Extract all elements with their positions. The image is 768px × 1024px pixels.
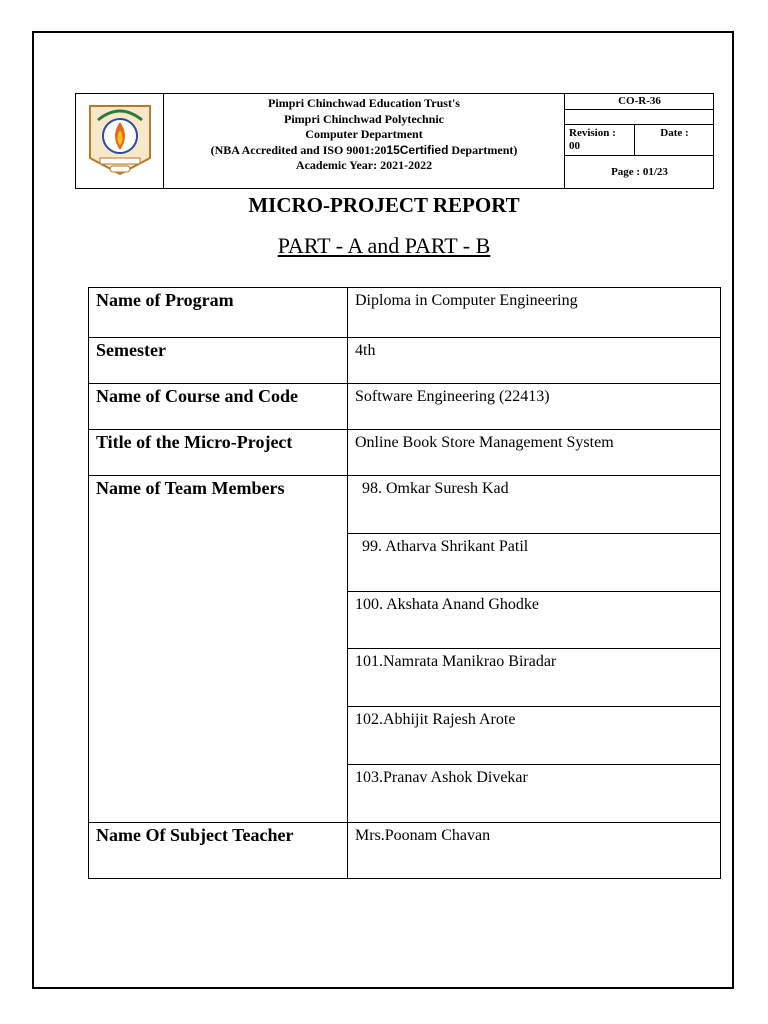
report-title: MICRO-PROJECT REPORT (248, 193, 520, 217)
team-label: Name of Team Members (88, 475, 347, 535)
revision-cell: Revision : 00 (565, 125, 635, 156)
team-member: 99. Atharva Shrikant Patil (347, 533, 721, 592)
team-member: 103.Pranav Ashok Divekar (347, 764, 721, 823)
semester-value: 4th (347, 337, 721, 384)
trust-name: Pimpri Chinchwad Education Trust's (268, 96, 460, 110)
team-member: 102.Abhijit Rajesh Arote (347, 706, 721, 765)
document-header (75, 93, 714, 189)
institute-logo (76, 94, 164, 189)
team-label-extension (88, 533, 347, 824)
program-label: Name of Program (88, 287, 347, 338)
institute-details (164, 94, 565, 189)
document-code: CO-R-36 (565, 94, 714, 110)
team-member: 101.Namrata Manikrao Biradar (347, 648, 721, 707)
project-title-value: Online Book Store Management System (347, 429, 721, 476)
team-members-row (88, 475, 721, 823)
table-row (88, 337, 721, 384)
semester-label: Semester (88, 337, 347, 384)
table-row (88, 429, 721, 476)
table-row (88, 383, 721, 430)
program-value: Diploma in Computer Engineering (347, 287, 721, 338)
date-cell: Date : (635, 125, 714, 156)
part-title: PART - A and PART - B (277, 233, 491, 258)
teacher-value: Mrs.Poonam Chavan (347, 822, 721, 879)
project-title-label: Title of the Micro-Project (88, 429, 347, 476)
course-value: Software Engineering (22413) (347, 383, 721, 430)
team-member: 98. Omkar Suresh Kad (347, 475, 721, 534)
table-row (88, 287, 721, 338)
polytechnic-name: Pimpri Chinchwad Polytechnic (283, 111, 444, 126)
document-control (565, 94, 714, 189)
team-member: 100. Akshata Anand Ghodke (347, 591, 721, 649)
table-row (88, 822, 721, 879)
academic-year: Academic Year: 2021-2022 (295, 158, 433, 172)
department-name: Computer Department (305, 127, 423, 141)
teacher-label: Name Of Subject Teacher (88, 822, 347, 879)
course-label: Name of Course and Code (88, 383, 347, 430)
accreditation-line: (NBA Accredited and ISO 9001:2015Certified Department) (210, 142, 518, 157)
page-number: Page : 01/23 (611, 166, 668, 178)
